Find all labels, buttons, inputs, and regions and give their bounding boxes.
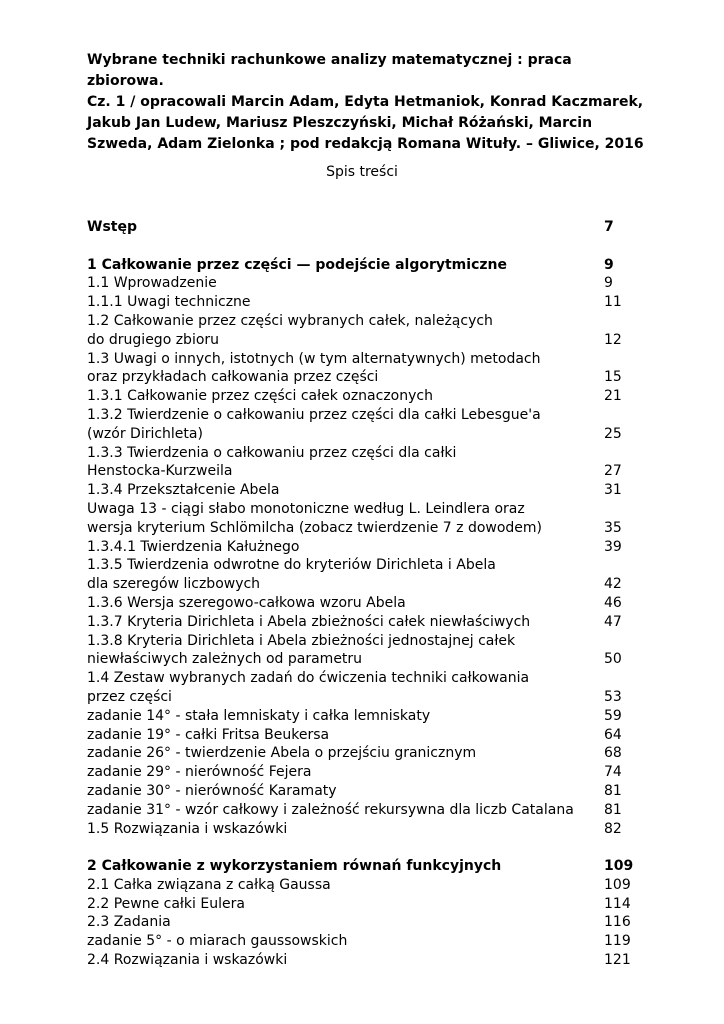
toc-entry-title: wersja kryterium Schlömilcha (zobacz twierdzenie 7 z dowodem): [87, 519, 543, 536]
toc-entry-title: 2.1 Całka związana z całką Gaussa: [87, 876, 331, 893]
toc-entry-row: [87, 519, 632, 538]
toc-entry-row: [87, 594, 632, 613]
toc-page-number: 27: [604, 463, 622, 480]
toc-entry-title: zadanie 30° - nierówność Karamaty: [87, 782, 337, 799]
toc-page-number: 31: [604, 482, 622, 499]
toc-entry-title: zadanie 5° - o miarach gaussowskich: [87, 933, 348, 950]
toc-chapter-row: [87, 857, 632, 876]
toc-entry-row: [87, 951, 632, 970]
toc-entry-row: [87, 744, 632, 763]
table-of-contents: [87, 218, 632, 970]
toc-entry-title: Henstocka-Kurzweila: [87, 463, 233, 480]
toc-entry-title: Uwaga 13 - ciągi słabo monotoniczne według L. Leindlera oraz: [87, 500, 525, 517]
toc-page-number: 11: [604, 294, 622, 311]
toc-entry-title: 1.3.7 Kryteria Dirichleta i Abela zbieżności całek niewłaściwych: [87, 613, 531, 630]
toc-entry-row: [87, 406, 632, 425]
toc-entry-title: 1.3.1 Całkowanie przez części całek oznaczonych: [87, 388, 433, 405]
toc-entry-row: [87, 368, 632, 387]
toc-entry-title: 2.3 Zadania: [87, 914, 171, 931]
toc-page-number: 12: [604, 331, 622, 348]
toc-page-number: 9: [604, 275, 613, 292]
toc-entry-row: [87, 613, 632, 632]
toc-entry-title: 1.3.5 Twierdzenia odwrotne do kryteriów Dirichleta i Abela: [87, 557, 496, 574]
toc-entry-row: [87, 932, 632, 951]
toc-page-number: 15: [604, 369, 622, 386]
toc-entry-title: niewłaściwych zależnych od parametru: [87, 651, 363, 668]
toc-entry-row: [87, 293, 632, 312]
toc-entry-title: do drugiego zbioru: [87, 331, 220, 348]
toc-entry-row: [87, 895, 632, 914]
toc-entry-title: 1.4 Zestaw wybranych zadań do ćwiczenia techniki całkowania: [87, 670, 530, 687]
toc-entry-row: [87, 913, 632, 932]
toc-entry-title: zadanie 26° - twierdzenie Abela o przejściu granicznym: [87, 745, 477, 762]
toc-entry-row: [87, 312, 632, 331]
toc-entry-title: Wstęp: [87, 219, 137, 235]
toc-page-number: 59: [604, 707, 622, 724]
toc-entry-row: [87, 425, 632, 444]
toc-entry-row: [87, 782, 632, 801]
header-line: Wybrane techniki rachunkowe analizy matematycznej : praca zbiorowa.: [87, 52, 572, 89]
toc-chapter-row: [87, 256, 632, 275]
toc-page-number: 25: [604, 425, 622, 442]
toc-entry-row: [87, 650, 632, 669]
toc-entry-title: 2.2 Pewne całki Eulera: [87, 895, 245, 912]
toc-entry-title: 2 Całkowanie z wykorzystaniem równań funkcyjnych: [87, 858, 502, 875]
toc-page-number: 109: [604, 858, 634, 875]
toc-page-number: 42: [604, 576, 622, 593]
toc-entry-title: oraz przykładach całkowania przez części: [87, 369, 379, 386]
toc-page-number: 119: [604, 933, 631, 950]
toc-entry-row: [87, 669, 632, 688]
toc-page-number: 81: [604, 801, 622, 818]
toc-entry-title: 1.3.4.1 Twierdzenia Kałużnego: [87, 538, 300, 555]
toc-entry-title: zadanie 29° - nierówność Fejera: [87, 764, 312, 781]
toc-entry-title: zadanie 19° - całki Fritsa Beukersa: [87, 726, 330, 743]
toc-entry-title: 1.1 Wprowadzenie: [87, 275, 217, 292]
toc-entry-row: [87, 632, 632, 651]
toc-spacer: [87, 838, 632, 857]
toc-entry-title: 1.5 Rozwiązania i wskazówki: [87, 820, 288, 837]
toc-entry-title: 1 Całkowanie przez części — podejście algorytmiczne: [87, 256, 507, 273]
toc-entry-row: [87, 556, 632, 575]
toc-entry-row: [87, 876, 632, 895]
toc-entry-row: [87, 350, 632, 369]
toc-entry-row: [87, 575, 632, 594]
toc-page-number: 47: [604, 613, 622, 630]
toc-entry-title: 1.3.3 Twierdzenia o całkowaniu przez części dla całki: [87, 444, 457, 461]
toc-page-number: 46: [604, 594, 622, 611]
toc-entry-row: [87, 707, 632, 726]
header-line: Cz. 1 / opracowali Marcin Adam, Edyta Hetmaniok, Konrad Kaczmarek,: [87, 94, 644, 110]
toc-page-number: 74: [604, 764, 622, 781]
header-line: Jakub Jan Ludew, Mariusz Pleszczyński, Michał Różański, Marcin: [87, 115, 593, 131]
toc-entry-title: dla szeregów liczbowych: [87, 576, 261, 593]
toc-page-number: 109: [604, 876, 631, 893]
toc-page-number: 81: [604, 782, 622, 799]
toc-entry-row: [87, 462, 632, 481]
toc-entry-row: [87, 688, 632, 707]
toc-entry-title: zadanie 14° - stała lemniskaty i całka lemniskaty: [87, 707, 431, 724]
bibliographic-header: [87, 50, 647, 155]
toc-entry-row: [87, 387, 632, 406]
toc-page-number: 116: [604, 914, 631, 931]
toc-entry-row: [87, 763, 632, 782]
toc-entry-title: 1.3.2 Twierdzenie o całkowaniu przez części dla całki Lebesgue'a: [87, 406, 541, 423]
toc-page-number: 7: [604, 219, 614, 235]
toc-entry-title: 1.3.4 Przekształcenie Abela: [87, 482, 280, 499]
toc-entry-title: zadanie 31° - wzór całkowy i zależność rekursywna dla liczb Catalana: [87, 801, 574, 818]
toc-page-number: 50: [604, 651, 622, 668]
toc-page-number: 9: [604, 256, 614, 273]
toc-page-number: 82: [604, 820, 622, 837]
toc-entry-row: [87, 481, 632, 500]
toc-entry-title: 1.2 Całkowanie przez części wybranych całek, należących: [87, 312, 493, 329]
toc-entry-row: [87, 500, 632, 519]
toc-entry-row: [87, 331, 632, 350]
toc-entry-title: 1.3 Uwagi o innych, istotnych (w tym alternatywnych) metodach: [87, 350, 541, 367]
toc-page-number: 68: [604, 745, 622, 762]
toc-entry-row: [87, 726, 632, 745]
toc-entry-title: 2.4 Rozwiązania i wskazówki: [87, 952, 288, 969]
toc-entry-title: 1.1.1 Uwagi techniczne: [87, 294, 251, 311]
toc-entry-row: [87, 538, 632, 557]
toc-spacer: [87, 237, 632, 256]
toc-entry-row: [87, 444, 632, 463]
toc-page-number: 121: [604, 952, 631, 969]
toc-entry-title: 1.3.6 Wersja szeregowo-całkowa wzoru Abela: [87, 594, 406, 611]
toc-page-number: 64: [604, 726, 622, 743]
toc-chapter-row: [87, 218, 632, 237]
toc-page-number: 39: [604, 538, 622, 555]
header-line: Szweda, Adam Zielonka ; pod redakcją Romana Wituły. – Gliwice, 2016: [87, 136, 644, 152]
toc-page-number: 21: [604, 388, 622, 405]
toc-title: Spis treści: [326, 164, 398, 180]
toc-page-number: 35: [604, 519, 622, 536]
toc-page-number: 53: [604, 688, 622, 705]
toc-entry-row: [87, 820, 632, 839]
toc-entry-row: [87, 274, 632, 293]
toc-entry-title: 1.3.8 Kryteria Dirichleta i Abela zbieżności jednostajnej całek: [87, 632, 516, 649]
toc-entry-title: przez części: [87, 688, 172, 705]
toc-entry-title: (wzór Dirichleta): [87, 425, 203, 442]
toc-page-number: 114: [604, 895, 631, 912]
toc-entry-row: [87, 801, 632, 820]
